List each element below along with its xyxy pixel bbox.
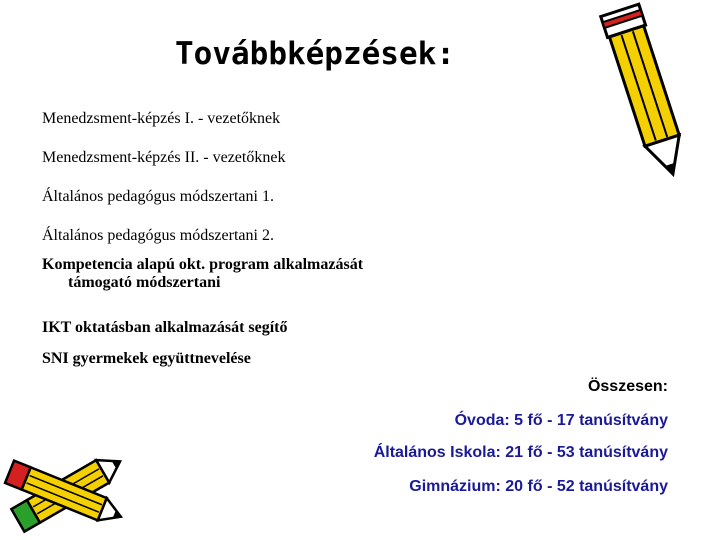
crossed-pencils-icon [0,432,135,540]
slide-title: Továbbképzések: [175,36,455,72]
summary-line: Általános Iskola: 21 fő - 53 tanúsítvány [373,444,668,461]
list-item: Menedzsment-képzés II. - vezetőknek [42,149,286,166]
list-item: IKT oktatásban alkalmazását segítő [42,319,288,336]
list-item: SNI gyermekek együttnevelése [42,350,251,367]
pencil-icon [598,0,708,185]
list-item: Általános pedagógus módszertani 1. [42,188,274,205]
summary-line: Gimnázium: 20 fő - 52 tanúsítvány [409,478,668,495]
summary-line: Óvoda: 5 fő - 17 tanúsítvány [454,412,668,429]
summary-heading: Összesen: [587,378,668,395]
list-item [42,256,363,292]
list-item-line: Kompetencia alapú okt. program alkalmazását [42,256,364,273]
list-item: Általános pedagógus módszertani 2. [42,227,274,244]
list-item: Menedzsment-képzés I. - vezetőknek [42,110,281,127]
list-item-line-continued: támogató módszertani [68,274,221,291]
